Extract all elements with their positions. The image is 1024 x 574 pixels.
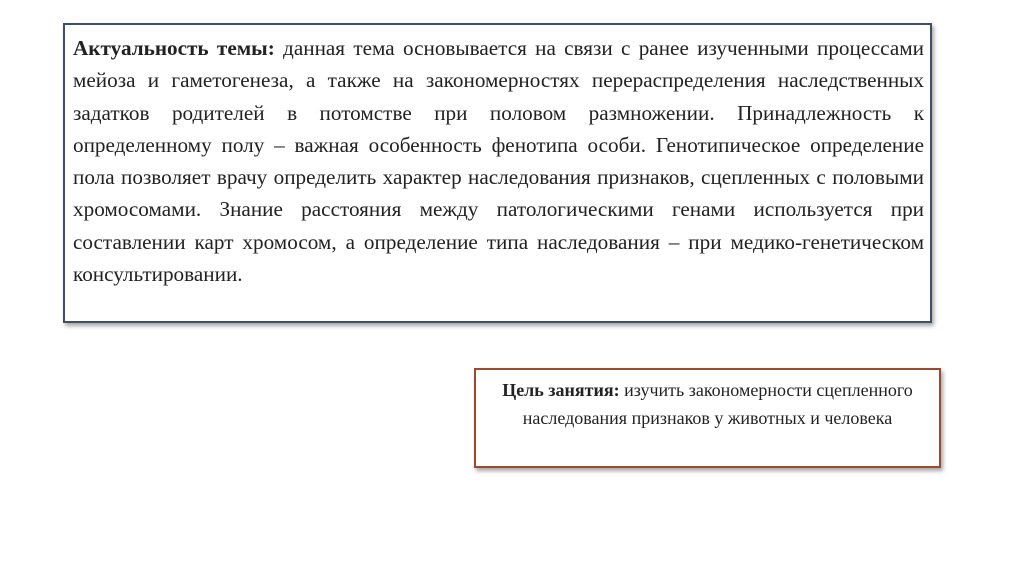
relevance-paragraph (73, 32, 924, 290)
relevance-label: Актуальность темы: (73, 36, 275, 60)
relevance-body: данная тема основывается на связи с ранее изученными процессами мейоза и гаметогенеза, а также на закономерностях перераспределения наследственных задатков родителей в потомстве при половом размножении. Принадлежность к определенному полу – важная особенность фенотипа особи. Генотипическое определение пола позволяет врачу определить характер наследования признаков, сцепленных с половыми хромосомами. Знание расстояния между патологическими генами используется при составлении карт хромосом, а определение типа наследования – при медико-генетическом консультировании. (73, 36, 924, 287)
goal-box (474, 368, 941, 468)
relevance-box (63, 23, 932, 323)
goal-paragraph (486, 376, 929, 432)
goal-body: изучить закономерности сцепленного наследования признаков у животных и человека (522, 380, 913, 428)
goal-label: Цель занятия: (502, 380, 620, 400)
